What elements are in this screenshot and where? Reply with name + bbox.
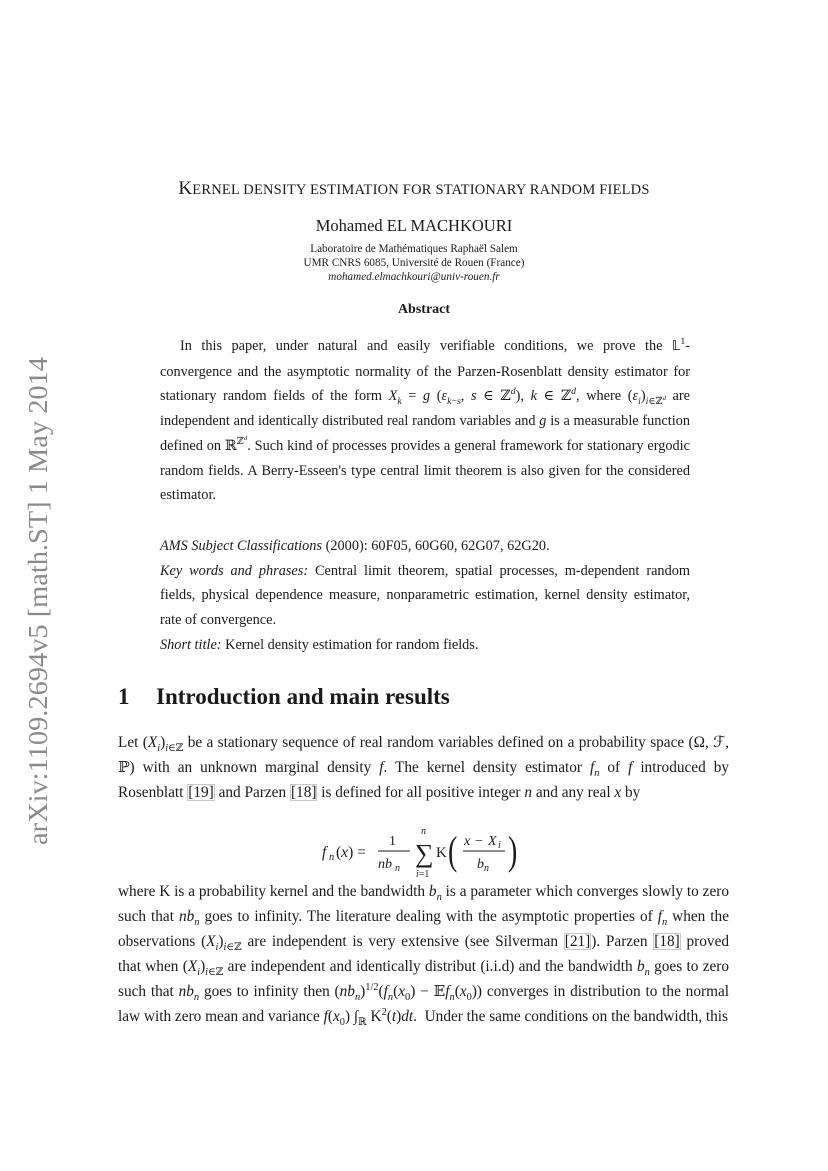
body-paragraph: Let $(X_i)_{i\in ℤ}$ be a stationary sequence of real random variables defined on a probability space (Ω, ℱ, ℙ) with an unknown marginal density f. The kernel density estimator $f_n$ of f introduced by Rosenblatt [19] and Parzen [18] is defined for all positive integer n and any real x by	[118, 734, 729, 801]
section-title: Introduction and main results	[156, 684, 450, 709]
keywords-label: Key words and phrases:	[160, 562, 309, 579]
citation-link[interactable]: [19]	[188, 783, 214, 801]
section-heading	[118, 684, 450, 710]
svg-text:(: (	[448, 829, 458, 874]
svg-text:n: n	[395, 863, 400, 874]
svg-text:b: b	[477, 857, 484, 872]
paper-title: KERNEL DENSITY ESTIMATION FOR STATIONARY RANDOM FIELDS	[178, 178, 650, 199]
keywords-value: Central limit theorem, spatial processes, m-dependent random fields, physical dependence measure, nonparametric estimation, kernel density estimator, rate of convergence.	[160, 562, 690, 629]
body-paragraph: where K is a probability kernel and the bandwidth $b_n$ is a parameter which converges slowly to zero such that $nb_n$ goes to infinity. The literature dealing with the asymptotic properties of $f_n$ when the observations $(X_i)_{i\in ℤ}$ are independent is very extensive (see Silverman [21]). Parzen [18] proved that when $(X_i)_{i\in ℤ}$ are independent and identically distribut (i.i.d) and the bandwidth $b_n$ goes to zero such that $nb_n$ goes to infinity then $(nb_n)^{1/2}(f_n(x_0)$ − $𝔼f_n(x_0)$) converges in distribution to the normal law with zero mean and variance $f(x_0)$ $\int_ℝ$ $K^2(t)dt$. Under the same conditions on the bandwidth, this	[118, 883, 730, 1028]
svg-text:n: n	[421, 826, 426, 837]
svg-text:X: X	[488, 834, 497, 849]
svg-text:f: f	[322, 844, 327, 861]
svg-text:): )	[508, 829, 518, 874]
ams-value: (2000): 60F05, 60G60, 62G07, 62G20.	[325, 538, 550, 554]
author-name: Mohamed EL MACHKOURI	[315, 216, 513, 235]
svg-text:K: K	[436, 845, 447, 861]
svg-text:∑: ∑	[415, 839, 434, 868]
svg-text:n: n	[484, 863, 489, 874]
affiliation-line: UMR CNRS 6085, Université de Rouen (France)	[303, 257, 525, 269]
svg-text:n: n	[329, 852, 335, 863]
abstract-text: In this paper, under natural and easily verifiable conditions, we prove the 𝕃$^1$-convergence and the asymptotic normality of the Parzen-Rosenblatt density estimator for stationary random fields of the form $X_k = g$ ($\varepsilon_{k-s}$, s ∈ ℤ$^d$), k ∈ ℤ$^d$, where $(\varepsilon_i)_{i\in ℤ^d}$ are independent and identically distributed real random variables and g is a measurable function defined on ℝ$^{ℤ^d}$. Such kind of processes provides a general framework for stationary ergodic random fields. A Berry-Esseen's type central limit theorem is also given for the considered estimator.	[160, 336, 691, 504]
svg-text:x: x	[464, 834, 471, 849]
svg-text:1: 1	[389, 834, 396, 849]
citation-link[interactable]: [18]	[654, 932, 680, 950]
svg-text:i: i	[498, 840, 501, 851]
section-number: 1	[118, 684, 130, 709]
svg-text:nb: nb	[378, 857, 392, 872]
ams-label: AMS Subject Classifications	[160, 538, 323, 554]
keywords-block	[160, 534, 690, 658]
citation-link[interactable]: [21]	[564, 932, 591, 950]
author-email: mohamed.elmachkouri@univ-rouen.fr	[328, 271, 500, 283]
arxiv-side-stamp	[20, 355, 56, 845]
svg-text:arXiv:1109.2694v5 [math.ST]: arXiv:1109.2694v5 [math.ST] 1 May 2014	[23, 381, 53, 845]
svg-text:(x) =: (x) =	[336, 844, 366, 861]
short-title-value: Kernel density estimation for random fields.	[225, 636, 479, 653]
affiliation-line: Laboratoire de Mathématiques Raphaël Salem	[310, 243, 518, 255]
abstract-heading: Abstract	[397, 302, 451, 317]
citation-link[interactable]: [18]	[290, 783, 317, 801]
svg-text:i=1: i=1	[416, 869, 430, 880]
short-title-label: Short title:	[160, 636, 222, 653]
display-formula	[322, 826, 542, 878]
svg-text:−: −	[475, 834, 483, 849]
